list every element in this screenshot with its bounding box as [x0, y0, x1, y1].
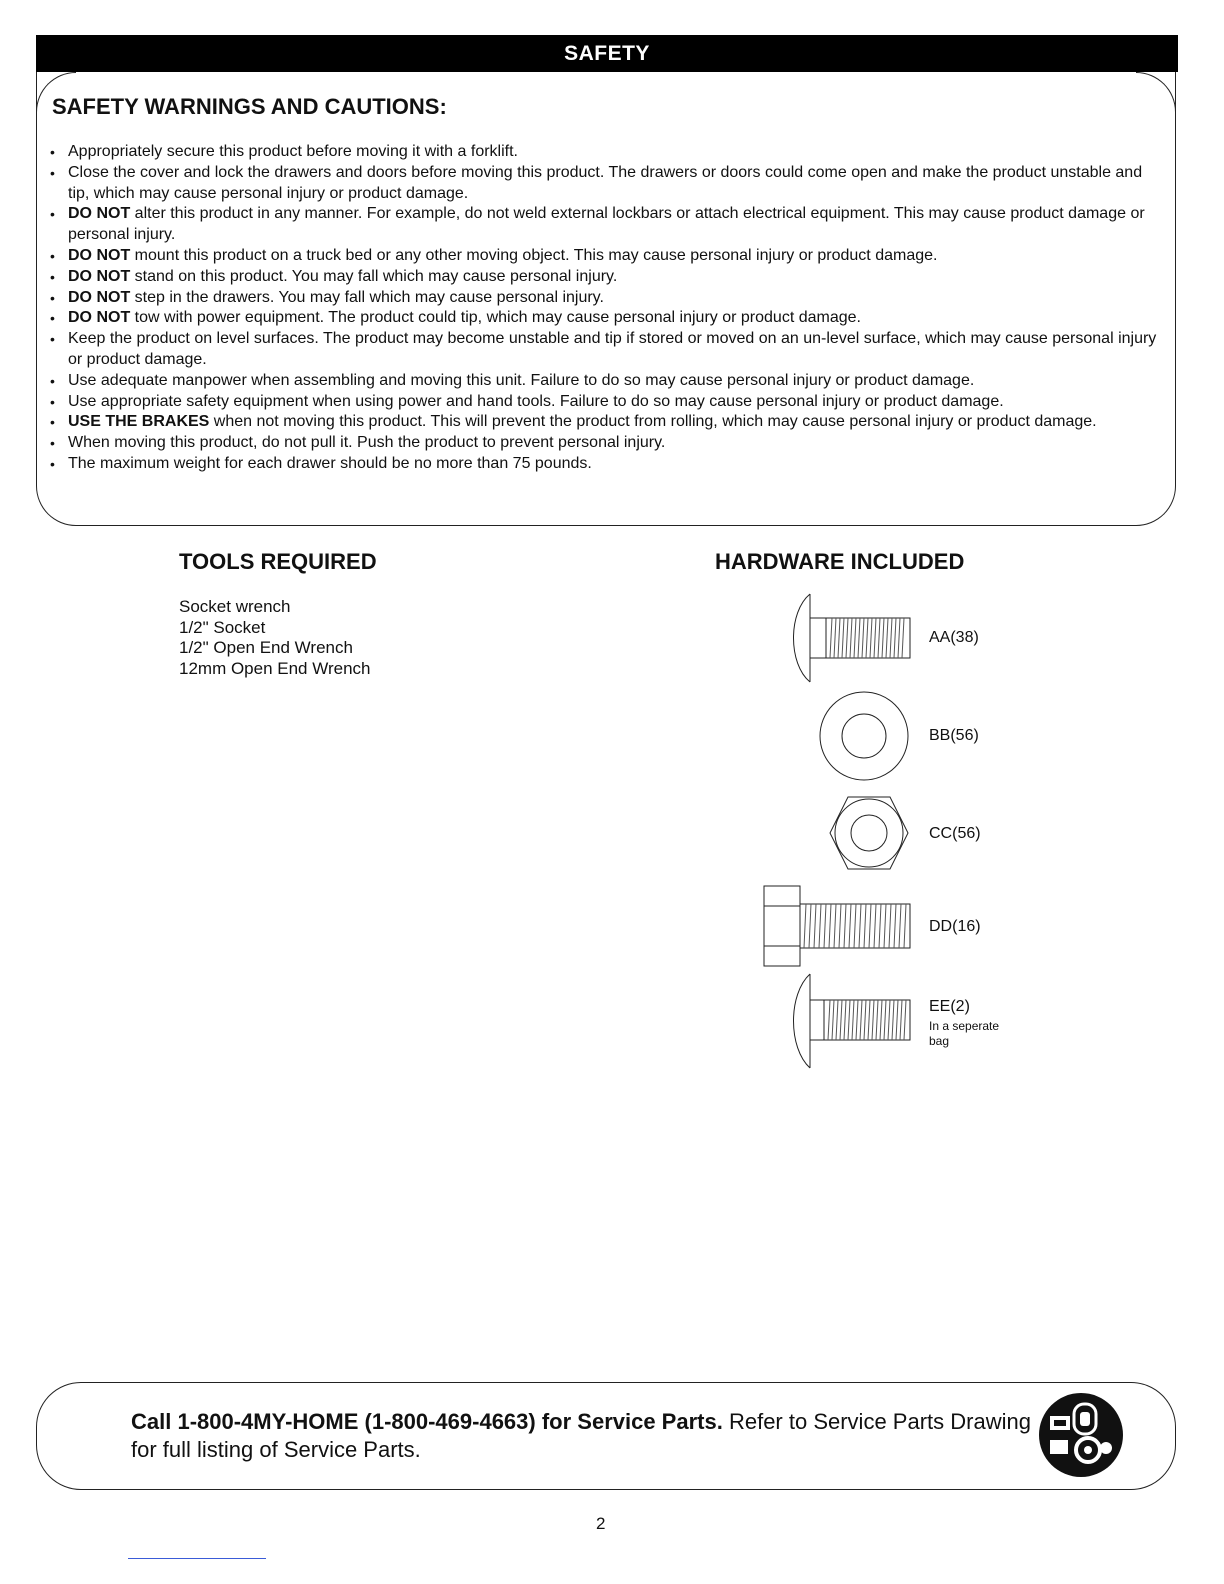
hardware-note: In a seperate bag: [929, 1019, 1000, 1048]
hardware-label: EE(2): [929, 998, 970, 1015]
carriage-bolt-icon: [784, 590, 914, 686]
list-item: • Use adequate manpower when assembling and moving this unit. Failure to do so may cause personal injury or product damage.: [48, 371, 1163, 392]
hardware-label: CC(56): [929, 825, 981, 842]
list-item: • DO NOT step in the drawers. You may fall which may cause personal injury.: [48, 288, 1163, 309]
safety-warnings-list: [48, 142, 1163, 475]
list-item: 1/2" Open End Wrench: [179, 638, 353, 657]
hardware-title: HARDWARE INCLUDED: [715, 549, 965, 574]
list-item: • DO NOT mount this product on a truck bed or any other moving object. This may cause personal injury or product damage.: [48, 246, 1163, 267]
section-header: SAFETY: [36, 35, 1178, 72]
list-item: 1/2" Socket: [179, 617, 266, 637]
safety-title: SAFETY WARNINGS AND CAUTIONS:: [52, 94, 447, 119]
tools-list: [179, 597, 371, 679]
hardware-label: AA(38): [929, 629, 979, 646]
list-item: • Close the cover and lock the drawers and doors before moving this product. The drawers or doors could come open and make the product unstable and tip, which may cause personal injury or product damage.: [48, 163, 1163, 205]
list-item: • The maximum weight for each drawer should be no more than 75 pounds.: [48, 454, 1163, 475]
list-item: • When moving this product, do not pull it. Push the product to prevent personal injury.: [48, 433, 1163, 454]
list-item: Socket wrench: [179, 597, 291, 616]
service-parts-icon: [1036, 1390, 1126, 1480]
hex-nut-icon: [828, 795, 910, 871]
carriage-bolt-icon: [786, 972, 914, 1070]
list-item: • Use appropriate safety equipment when using power and hand tools. Failure to do so may cause personal injury or product damage.: [48, 392, 1163, 413]
list-item: • USE THE BRAKES when not moving this product. This will prevent the product from rolling, which may cause personal injury or product damage.: [48, 412, 1163, 433]
list-item: • Keep the product on level surfaces. The product may become unstable and tip if stored or moved on an un-level surface, which may cause personal injury or product damage.: [48, 329, 1163, 371]
list-item: • Appropriately secure this product before moving it with a forklift.: [48, 142, 1163, 163]
service-parts-text: Call 1-800-4MY-HOME (1-800-469-4663) for Service Parts. Refer to Service Parts Drawing for full listing of Service Parts.: [131, 1409, 1031, 1462]
washer-icon: [818, 690, 910, 782]
list-item: • DO NOT stand on this product. You may fall which may cause personal injury.: [48, 267, 1163, 288]
tools-title: TOOLS REQUIRED: [179, 549, 377, 574]
hardware-label: BB(56): [929, 727, 979, 744]
list-item: 12mm Open End Wrench: [179, 658, 371, 678]
hardware-label: DD(16): [929, 918, 981, 935]
page-number: 2: [596, 1514, 606, 1533]
hex-bolt-icon: [762, 884, 914, 970]
divider: [128, 1558, 266, 1559]
list-item: • DO NOT alter this product in any manner. For example, do not weld external lockbars or attach electrical equipment. This may cause product damage or personal injury.: [48, 204, 1163, 246]
list-item: • DO NOT tow with power equipment. The product could tip, which may cause personal injury or product damage.: [48, 308, 1163, 329]
